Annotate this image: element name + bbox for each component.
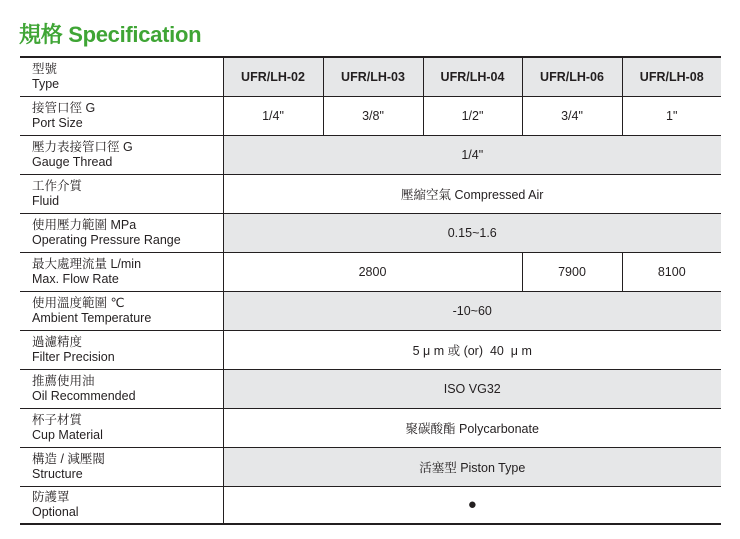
row-label-max-flow xyxy=(20,252,223,291)
label-en: Optional xyxy=(32,504,79,519)
label-zh: 推薦使用油 xyxy=(32,373,95,388)
cell-value: 5 μ m 或 (or) 40 μ m xyxy=(412,343,532,358)
row-label-type xyxy=(20,57,223,96)
label-zh: 使用壓力範圍 MPa xyxy=(32,217,137,232)
row-label-ambient-temperature xyxy=(20,291,223,330)
label-en: Oil Recommended xyxy=(32,388,136,403)
model-header: UFR/LH-04 xyxy=(423,57,522,96)
cell-value: 聚碳酸酯 Polycarbonate xyxy=(405,421,539,436)
cell-value: 8100 xyxy=(657,264,686,279)
cell-value: 1" xyxy=(666,108,678,123)
table-row xyxy=(20,96,721,135)
cell-value: -10~60 xyxy=(223,291,721,330)
label-zh: 接管口徑 G xyxy=(32,100,96,115)
row-label-fluid xyxy=(20,174,223,213)
row-label-operating-pressure xyxy=(20,213,223,252)
cell-value: ISO VG32 xyxy=(223,369,721,408)
label-en: Max. Flow Rate xyxy=(32,271,119,286)
label-zh: 工作介質 xyxy=(32,178,83,193)
header-row xyxy=(20,57,721,96)
row-label-gauge-thread xyxy=(20,135,223,174)
row-label-cup-material xyxy=(20,408,223,447)
cell-value: 1/4" xyxy=(223,96,323,135)
table-row xyxy=(20,330,721,369)
table-row xyxy=(20,291,721,330)
model-header: UFR/LH-03 xyxy=(323,57,423,96)
row-label-structure xyxy=(20,447,223,486)
page-title: 規格 Specification xyxy=(19,22,202,47)
label-zh: 防護罩 xyxy=(32,489,70,504)
cell-value: 3/4" xyxy=(522,96,622,135)
table-row xyxy=(20,174,721,213)
cell-value: 0.15~1.6 xyxy=(223,213,721,252)
table-row xyxy=(20,135,721,174)
label-zh: 使用溫度範圍 ℃ xyxy=(32,295,125,310)
model-header: UFR/LH-02 xyxy=(223,57,323,96)
label-en: Gauge Thread xyxy=(32,154,113,169)
table-row xyxy=(20,213,721,252)
label-zh: 構造 / 減壓閥 xyxy=(32,451,105,466)
table-row xyxy=(20,369,721,408)
label-en: Ambient Temperature xyxy=(32,310,152,325)
row-label-optional xyxy=(20,486,223,524)
table-row xyxy=(20,252,721,291)
label-en: Type xyxy=(32,76,60,91)
cell-value: 壓縮空氣 Compressed Air xyxy=(401,187,544,202)
cell-value: 3/8" xyxy=(323,96,423,135)
label-zh: 型號 xyxy=(32,61,58,76)
model-header: UFR/LH-08 xyxy=(622,57,721,96)
row-label-oil xyxy=(20,369,223,408)
label-en: Operating Pressure Range xyxy=(32,232,181,247)
label-en: Filter Precision xyxy=(32,349,115,364)
table-row xyxy=(20,408,721,447)
label-en: Structure xyxy=(32,466,83,481)
cell-value: 2800 xyxy=(223,252,522,291)
cell-value: 1/2" xyxy=(423,96,522,135)
label-zh: 壓力表接管口徑 G xyxy=(32,139,133,154)
label-en: Port Size xyxy=(32,115,83,130)
cell-value: 活塞型 Piston Type xyxy=(223,447,721,486)
row-label-port-size xyxy=(20,96,223,135)
filled-dot-icon: ● xyxy=(467,496,477,514)
label-zh: 最大處理流量 L/min xyxy=(32,256,142,271)
row-label-filter-precision xyxy=(20,330,223,369)
label-en: Cup Material xyxy=(32,427,103,442)
cell-value: 7900 xyxy=(522,252,622,291)
label-zh: 杯子材質 xyxy=(32,412,83,427)
specification-table xyxy=(20,56,721,525)
table-row xyxy=(20,486,721,524)
label-en: Fluid xyxy=(32,193,60,208)
model-header: UFR/LH-06 xyxy=(522,57,622,96)
table-row xyxy=(20,447,721,486)
label-zh: 過濾精度 xyxy=(32,334,83,349)
cell-value: 1/4" xyxy=(223,135,721,174)
